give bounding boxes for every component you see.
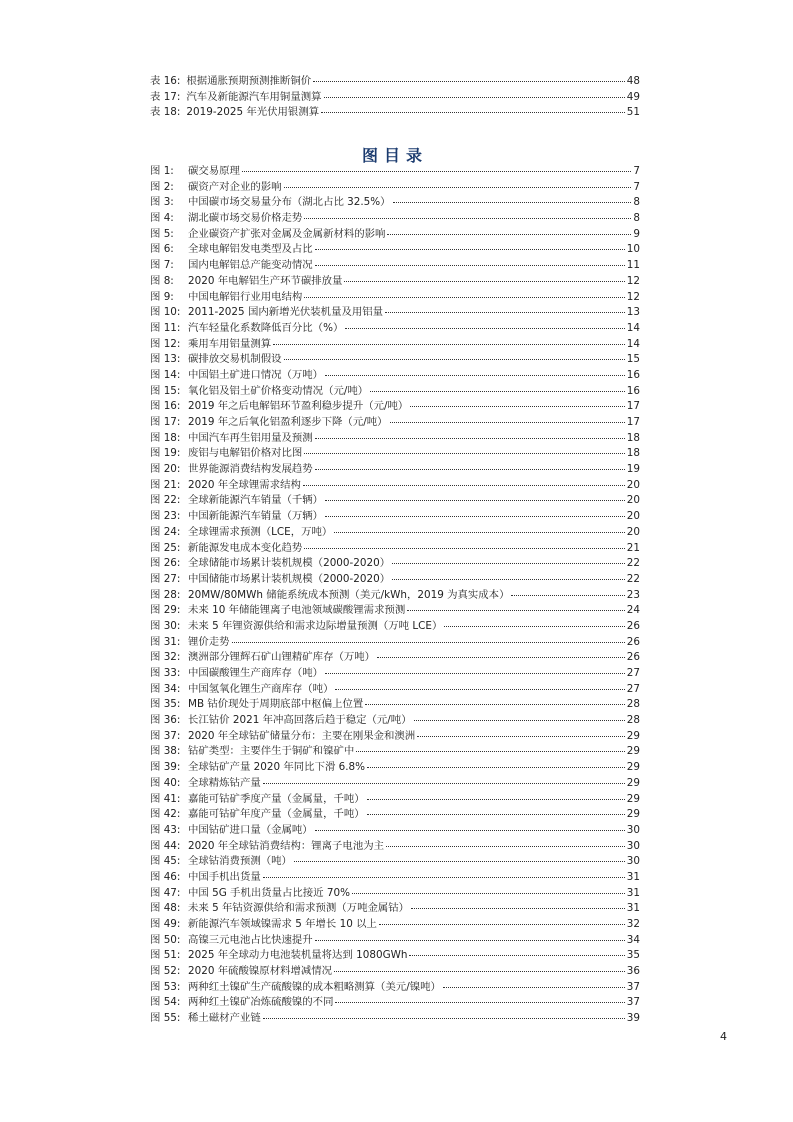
figure-entry[interactable]: [150, 415, 640, 431]
dot-leader: [334, 970, 625, 972]
figure-entry[interactable]: [150, 870, 640, 886]
dot-leader: [321, 111, 625, 113]
figure-entry[interactable]: [150, 666, 640, 682]
dot-leader: [377, 656, 625, 658]
entry-page-number: 26: [626, 635, 640, 648]
entry-page-number: 48: [626, 75, 640, 87]
dot-leader: [352, 892, 625, 894]
entry-title: 新能源汽车领域镍需求 5 年增长 10 以上: [188, 918, 377, 930]
entry-label: 图 40:: [150, 776, 181, 789]
entry-page-number: 29: [626, 792, 640, 805]
entry-title: 全球钴矿产量 2020 年同比下滑 6.8%: [188, 761, 366, 774]
dot-leader: [304, 547, 624, 549]
figure-entry[interactable]: [150, 619, 640, 635]
figure-entry[interactable]: [150, 478, 640, 494]
figure-entry[interactable]: [150, 180, 640, 196]
dot-leader: [386, 845, 625, 847]
entry-label: 图 20:: [150, 463, 181, 476]
entry-title: 中国氢氧化锂生产商库存（吨）: [188, 682, 334, 695]
entry-label: 图 22:: [150, 494, 181, 507]
entry-title: 中国电解铝行业用电结构: [188, 290, 303, 303]
entry-page-number: 8: [633, 196, 640, 209]
entry-title: 2025 年全球动力电池装机量将达到 1080GWh: [188, 949, 408, 962]
dot-leader: [392, 562, 625, 564]
dot-leader: [414, 719, 625, 721]
entry-label: 图 1:: [150, 165, 174, 177]
table-of-figures: [150, 164, 640, 1027]
dot-leader: [284, 186, 632, 188]
dot-leader: [263, 1017, 625, 1019]
entry-label: 图 55:: [150, 1012, 181, 1025]
figure-entry[interactable]: [150, 290, 640, 306]
entry-title: 未来 5 年锂资源供给和需求边际增量预测（万吨 LCE）: [188, 619, 443, 632]
entry-page-number: 31: [626, 886, 640, 899]
figure-entry[interactable]: [150, 337, 640, 353]
dot-leader: [334, 531, 624, 533]
entry-label: 图 45:: [150, 855, 181, 868]
entry-title: 汽车及新能源汽车用铜量测算: [186, 90, 322, 103]
entry-label: 图 4:: [150, 212, 174, 225]
figure-entry[interactable]: [150, 384, 640, 400]
entry-title: 嘉能可钴矿季度产量（金属量，千吨）: [188, 792, 365, 805]
dot-leader: [511, 594, 624, 596]
entry-page-number: 32: [626, 918, 640, 930]
entry-page-number: 27: [626, 682, 640, 695]
entry-page-number: 10: [626, 243, 640, 256]
entry-label: 表 17:: [150, 90, 181, 103]
entry-title: 全球新能源汽车销量（千辆）: [188, 494, 324, 507]
dot-leader: [242, 170, 631, 172]
dot-leader: [232, 641, 625, 643]
entry-title: 澳洲部分锂辉石矿山锂精矿库存（万吨）: [188, 651, 376, 664]
entry-title: 新能源发电成本变化趋势: [188, 541, 303, 554]
figure-entry[interactable]: [150, 854, 640, 870]
dot-leader: [304, 296, 624, 298]
figure-entry[interactable]: [150, 1011, 640, 1027]
figure-entry[interactable]: [150, 462, 640, 478]
entry-page-number: 18: [626, 431, 640, 444]
entry-page-number: 7: [633, 165, 640, 177]
entry-title: 湖北碳市场交易价格走势: [188, 212, 303, 225]
figure-entry[interactable]: [150, 980, 640, 996]
entry-title: 中国碳酸锂生产商库存（吨）: [188, 667, 324, 679]
entry-page-number: 24: [626, 604, 640, 617]
entry-page-number: 28: [626, 698, 640, 711]
entry-page-number: 9: [633, 227, 640, 240]
entry-title: 乘用车用铝量测算: [188, 337, 272, 350]
figure-entry[interactable]: [150, 792, 640, 808]
entry-label: 图 12:: [150, 337, 181, 350]
entry-page-number: 37: [626, 980, 640, 993]
figure-entry[interactable]: [150, 933, 640, 949]
entry-label: 图 11:: [150, 321, 181, 334]
entry-page-number: 14: [626, 321, 640, 334]
entry-label: 图 39:: [150, 761, 181, 774]
entry-page-number: 49: [626, 90, 640, 103]
dot-leader: [315, 829, 625, 831]
dot-leader: [356, 750, 625, 752]
dot-leader: [325, 374, 625, 376]
entry-page-number: 22: [626, 572, 640, 585]
entry-label: 图 9:: [150, 290, 174, 303]
dot-leader: [393, 201, 632, 203]
dot-leader: [390, 421, 625, 423]
figure-entry[interactable]: [150, 352, 640, 368]
entry-page-number: 26: [626, 651, 640, 664]
entry-title: 国内电解铝总产能变动情况: [188, 259, 313, 272]
dot-leader: [335, 1001, 624, 1003]
dot-leader: [304, 452, 624, 454]
entry-label: 图 49:: [150, 918, 181, 930]
entry-title: 2020 年硫酸镍原材料增减情况: [188, 965, 333, 978]
entry-label: 图 8:: [150, 274, 174, 287]
figure-entry[interactable]: [150, 572, 640, 588]
dot-leader: [410, 405, 624, 407]
figure-entry[interactable]: [150, 211, 640, 227]
entry-title: 废铝与电解铝价格对比图: [188, 447, 303, 460]
dot-leader: [367, 813, 625, 815]
entry-label: 图 32:: [150, 651, 181, 664]
figure-entry[interactable]: [150, 603, 640, 619]
entry-label: 图 10:: [150, 306, 181, 319]
entry-page-number: 35: [626, 949, 640, 962]
figure-entry[interactable]: [150, 729, 640, 745]
entry-title: 2019 年之后电解铝环节盈利稳步提升（元/吨）: [188, 400, 409, 413]
entry-title: 中国碳市场交易量分布（湖北占比 32.5%）: [188, 196, 391, 209]
entry-label: 图 13:: [150, 353, 181, 366]
entry-page-number: 36: [626, 965, 640, 978]
entry-label: 图 51:: [150, 949, 181, 962]
entry-title: MB 钴价现处于周期底部中枢偏上位置: [188, 698, 364, 711]
entry-label: 图 19:: [150, 447, 181, 460]
entry-page-number: 29: [626, 761, 640, 774]
figure-entry[interactable]: [150, 368, 640, 384]
entry-title: 2020 年全球钴矿储量分布：主要在刚果金和澳洲: [188, 729, 416, 742]
dot-leader: [367, 798, 625, 800]
figure-entry[interactable]: [150, 509, 640, 525]
dot-leader: [315, 248, 625, 250]
entry-page-number: 18: [626, 447, 640, 460]
dot-leader: [367, 766, 625, 768]
entry-label: 图 53:: [150, 980, 181, 993]
figure-entry[interactable]: [150, 525, 640, 541]
figure-entry[interactable]: [150, 823, 640, 839]
entry-page-number: 16: [626, 384, 640, 397]
dot-leader: [313, 80, 625, 82]
dot-leader: [379, 923, 625, 925]
figure-entry[interactable]: [150, 995, 640, 1011]
dot-leader: [263, 876, 625, 878]
table-entry[interactable]: [150, 74, 640, 90]
entry-page-number: 16: [626, 368, 640, 381]
entry-label: 图 50:: [150, 933, 181, 946]
entry-page-number: 12: [626, 274, 640, 287]
entry-title: 中国 5G 手机出货量占比接近 70%: [188, 886, 350, 899]
entry-title: 全球储能市场累计装机规模（2000-2020）: [188, 557, 391, 570]
entry-label: 图 24:: [150, 525, 181, 538]
entry-page-number: 31: [626, 870, 640, 883]
entry-label: 表 18:: [150, 106, 181, 119]
entry-label: 图 54:: [150, 996, 181, 1009]
figure-entry[interactable]: [150, 321, 640, 337]
entry-label: 图 31:: [150, 635, 181, 648]
figure-entry[interactable]: [150, 541, 640, 557]
entry-title: 2020 年全球锂需求结构: [188, 478, 301, 491]
dot-leader: [335, 688, 624, 690]
dot-leader: [263, 782, 625, 784]
entry-label: 图 33:: [150, 667, 181, 679]
entry-title: 全球锂需求预测（LCE，万吨）: [188, 525, 333, 538]
entry-title: 钴矿类型：主要伴生于铜矿和镍矿中: [188, 745, 355, 758]
entry-page-number: 29: [626, 745, 640, 758]
page-number: 4: [720, 1030, 727, 1043]
dot-leader: [345, 327, 624, 329]
entry-page-number: 11: [626, 259, 640, 272]
entry-title: 20MW/80MWh 储能系统成本预测（美元/kWh，2019 为真实成本）: [188, 588, 510, 601]
entry-label: 图 38:: [150, 745, 181, 758]
figure-entry[interactable]: [150, 431, 640, 447]
dot-leader: [325, 515, 625, 517]
entry-page-number: 22: [626, 557, 640, 570]
figure-entry[interactable]: [150, 917, 640, 933]
entry-label: 图 7:: [150, 259, 174, 272]
figure-list-heading: 图目录: [361, 146, 428, 165]
entry-title: 中国新能源汽车销量（万辆）: [188, 510, 324, 523]
entry-page-number: 20: [626, 494, 640, 507]
dot-leader: [315, 939, 625, 941]
entry-label: 图 2:: [150, 180, 174, 193]
figure-entry[interactable]: [150, 964, 640, 980]
dot-leader: [370, 390, 625, 392]
dot-leader: [325, 499, 625, 501]
dot-leader: [385, 311, 625, 313]
entry-title: 中国铝土矿进口情况（万吨）: [188, 368, 324, 381]
entry-label: 图 21:: [150, 478, 181, 491]
figure-entry[interactable]: [150, 242, 640, 258]
entry-label: 图 42:: [150, 808, 181, 821]
entry-title: 中国汽车再生铝用量及预测: [188, 431, 313, 444]
entry-label: 表 16:: [150, 75, 181, 87]
entry-title: 全球钴消费预测（吨）: [188, 855, 292, 868]
entry-title: 碳排放交易机制假设: [188, 353, 282, 366]
entry-page-number: 31: [626, 902, 640, 915]
figure-entry[interactable]: [150, 446, 640, 462]
dot-leader: [325, 672, 625, 674]
entry-page-number: 17: [626, 416, 640, 428]
entry-page-number: 39: [626, 1012, 640, 1025]
dot-leader: [315, 468, 625, 470]
figure-entry[interactable]: [150, 744, 640, 760]
entry-title: 全球精炼钴产量: [188, 776, 261, 789]
entry-title: 碳资产对企业的影响: [188, 180, 282, 193]
entry-title: 根据通胀预期预测推断铜价: [186, 75, 312, 87]
entry-page-number: 20: [626, 478, 640, 491]
entry-label: 图 26:: [150, 557, 181, 570]
figure-entry[interactable]: [150, 556, 640, 572]
entry-page-number: 27: [626, 667, 640, 679]
dot-leader: [407, 609, 625, 611]
dot-leader: [443, 986, 625, 988]
entry-title: 2011-2025 国内新增光伏装机量及用铝量: [188, 306, 384, 319]
entry-label: 图 5:: [150, 227, 174, 240]
entry-page-number: 23: [626, 588, 640, 601]
entry-page-number: 8: [633, 212, 640, 225]
entry-title: 氧化铝及铝土矿价格变动情况（元/吨）: [188, 384, 369, 397]
figure-entry[interactable]: [150, 195, 640, 211]
entry-label: 图 28:: [150, 588, 181, 601]
entry-title: 2019-2025 年光伏用银测算: [186, 106, 320, 119]
figure-entry[interactable]: [150, 682, 640, 698]
figure-entry[interactable]: [150, 713, 640, 729]
entry-page-number: 14: [626, 337, 640, 350]
entry-page-number: 15: [626, 353, 640, 366]
figure-entry[interactable]: [150, 274, 640, 290]
figure-entry[interactable]: [150, 948, 640, 964]
entry-title: 稀土磁材产业链: [188, 1012, 261, 1025]
dot-leader: [344, 280, 624, 282]
entry-label: 图 41:: [150, 792, 181, 805]
figure-entry[interactable]: [150, 164, 640, 180]
dot-leader: [284, 358, 625, 360]
entry-label: 图 27:: [150, 572, 181, 585]
entry-label: 图 44:: [150, 839, 181, 852]
entry-title: 2019 年之后氧化铝盈利逐步下降（元/吨）: [188, 416, 388, 428]
entry-title: 锂价走势: [188, 635, 230, 648]
entry-label: 图 17:: [150, 416, 181, 428]
entry-title: 高镍三元电池占比快速提升: [188, 933, 313, 946]
figure-entry[interactable]: [150, 635, 640, 651]
entry-title: 企业碳资产扩张对金属及金属新材料的影响: [188, 227, 386, 240]
figure-entry[interactable]: [150, 650, 640, 666]
entry-page-number: 26: [626, 619, 640, 632]
dot-leader: [411, 907, 625, 909]
table-of-tables: [150, 74, 640, 121]
entry-page-number: 29: [626, 729, 640, 742]
figure-entry[interactable]: [150, 839, 640, 855]
dot-leader: [392, 578, 625, 580]
table-entry[interactable]: [150, 105, 640, 121]
entry-page-number: 13: [626, 306, 640, 319]
figure-entry[interactable]: [150, 760, 640, 776]
entry-page-number: 37: [626, 996, 640, 1009]
entry-label: 图 29:: [150, 604, 181, 617]
table-entry[interactable]: [150, 90, 640, 106]
dot-leader: [273, 343, 625, 345]
entry-title: 中国储能市场累计装机规模（2000-2020）: [188, 572, 391, 585]
entry-page-number: 20: [626, 525, 640, 538]
entry-title: 嘉能可钴矿年度产量（金属量，千吨）: [188, 808, 365, 821]
figure-entry[interactable]: [150, 697, 640, 713]
entry-label: 图 47:: [150, 886, 181, 899]
figure-entry[interactable]: [150, 901, 640, 917]
dot-leader: [365, 703, 625, 705]
entry-label: 图 48:: [150, 902, 181, 915]
entry-page-number: 7: [633, 180, 640, 193]
entry-page-number: 29: [626, 808, 640, 821]
entry-label: 图 6:: [150, 243, 174, 256]
dot-leader: [387, 233, 631, 235]
dot-leader: [294, 860, 625, 862]
entry-title: 未来 5 年钴资源供给和需求预测（万吨金属钴）: [188, 902, 410, 915]
dot-leader: [315, 264, 625, 266]
entry-label: 图 43:: [150, 823, 181, 836]
entry-label: 图 37:: [150, 729, 181, 742]
entry-label: 图 15:: [150, 384, 181, 397]
figure-entry[interactable]: [150, 776, 640, 792]
entry-title: 中国钴矿进口量（金属吨）: [188, 823, 313, 836]
dot-leader: [324, 96, 625, 98]
entry-label: 图 34:: [150, 682, 181, 695]
entry-label: 图 52:: [150, 965, 181, 978]
entry-label: 图 35:: [150, 698, 181, 711]
entry-title: 碳交易原理: [188, 165, 240, 177]
entry-label: 图 14:: [150, 368, 181, 381]
entry-label: 图 18:: [150, 431, 181, 444]
entry-title: 2020 年电解铝生产环节碳排放量: [188, 274, 343, 287]
entry-label: 图 30:: [150, 619, 181, 632]
entry-page-number: 28: [626, 714, 640, 727]
figure-entry[interactable]: [150, 258, 640, 274]
entry-page-number: 30: [626, 839, 640, 852]
entry-page-number: 34: [626, 933, 640, 946]
dot-leader: [303, 484, 625, 486]
entry-title: 两种红土镍矿冶炼硫酸镍的不同: [188, 996, 334, 1009]
entry-label: 图 46:: [150, 870, 181, 883]
entry-label: 图 3:: [150, 196, 174, 209]
entry-page-number: 19: [626, 463, 640, 476]
entry-page-number: 20: [626, 510, 640, 523]
figure-entry[interactable]: [150, 399, 640, 415]
figure-entry[interactable]: [150, 305, 640, 321]
entry-label: 图 23:: [150, 510, 181, 523]
entry-title: 全球电解铝发电类型及占比: [188, 243, 313, 256]
dot-leader: [417, 735, 625, 737]
entry-label: 图 25:: [150, 541, 181, 554]
entry-label: 图 36:: [150, 714, 181, 727]
entry-title: 中国手机出货量: [188, 870, 261, 883]
entry-page-number: 30: [626, 823, 640, 836]
figure-entry[interactable]: [150, 886, 640, 902]
entry-page-number: 17: [626, 400, 640, 413]
entry-title: 未来 10 年储能锂离子电池领域碳酸锂需求预测: [188, 604, 406, 617]
entry-page-number: 51: [626, 106, 640, 119]
entry-title: 汽车轻量化系数降低百分比（%）: [188, 321, 344, 334]
entry-label: 图 16:: [150, 400, 181, 413]
dot-leader: [304, 217, 631, 219]
entry-page-number: 30: [626, 855, 640, 868]
figure-entry[interactable]: [150, 807, 640, 823]
entry-page-number: 29: [626, 776, 640, 789]
figure-entry[interactable]: [150, 227, 640, 243]
dot-leader: [409, 954, 624, 956]
entry-page-number: 21: [626, 541, 640, 554]
figure-entry[interactable]: [150, 493, 640, 509]
entry-title: 世界能源消费结构发展趋势: [188, 463, 313, 476]
dot-leader: [444, 625, 624, 627]
entry-page-number: 12: [626, 290, 640, 303]
entry-title: 长江钴价 2021 年冲高回落后趋于稳定（元/吨）: [188, 714, 412, 727]
figure-entry[interactable]: [150, 588, 640, 604]
entry-title: 两种红土镍矿生产硫酸镍的成本粗略测算（美元/镍吨）: [188, 980, 441, 993]
dot-leader: [315, 437, 625, 439]
entry-title: 2020 年全球钴消费结构：锂离子电池为主: [188, 839, 384, 852]
